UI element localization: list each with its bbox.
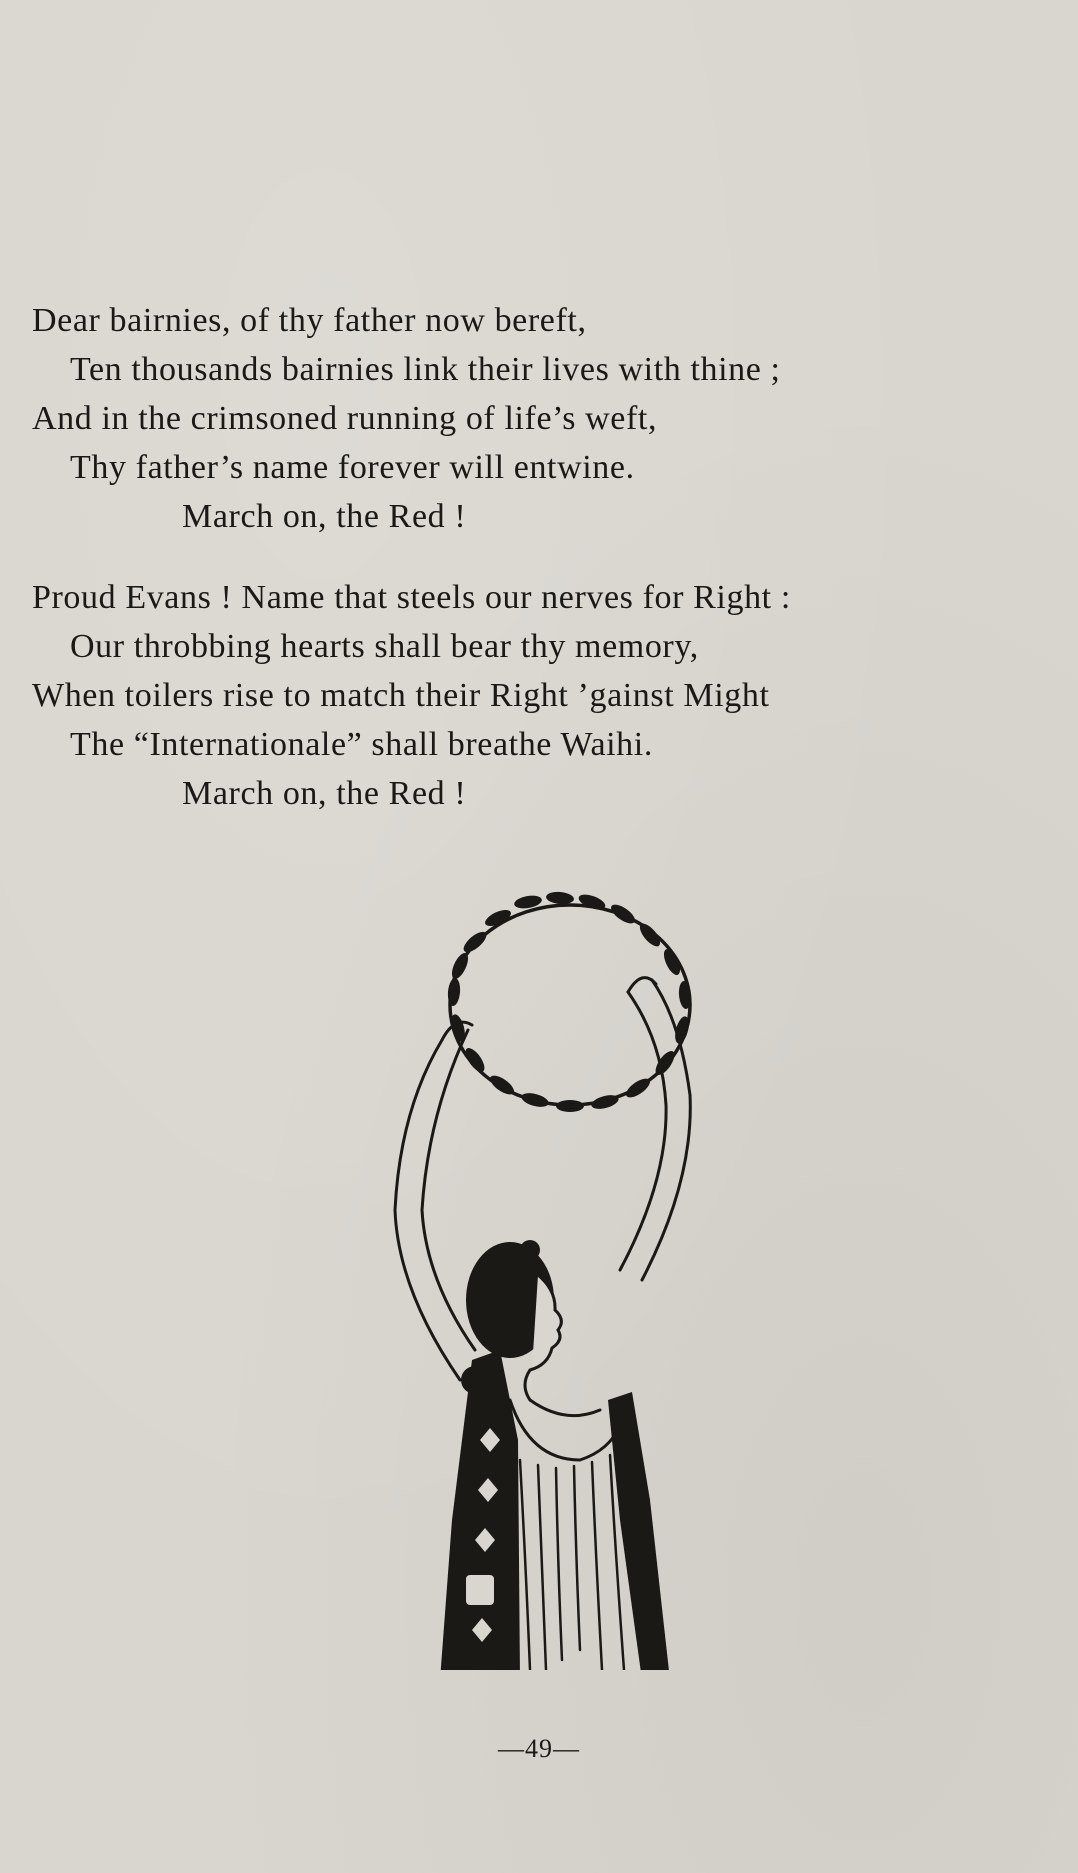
woman-raising-laurel-wreath-illustration [380,880,720,1670]
poem-refrain: March on, the Red ! [182,498,467,535]
poem [32,296,1052,818]
stanza-2 [32,573,1052,818]
poem-line: Dear bairnies, of thy father now bereft, [32,302,587,339]
laurel-leaves [447,891,692,1112]
poem-line: Proud Evans ! Name that steels our nerves for Right : [32,579,791,616]
left-arm-outer [395,1040,460,1380]
poem-line: And in the crimsoned running of life’s weft, [32,400,658,437]
poem-line: Ten thousands bairnies link their lives with thine ; [70,351,781,388]
poem-line: The “Internationale” shall breathe Waihi. [70,726,653,763]
poem-line: Our throbbing hearts shall bear thy memory, [70,628,699,665]
gown-folds [520,1455,624,1670]
shawl-right [608,1392,670,1670]
stanza-1 [32,296,1052,541]
poem-line: Thy father’s name forever will entwine. [70,449,635,486]
page-number: —49— [498,1734,580,1763]
poem-refrain: March on, the Red ! [182,775,467,812]
poem-line: When toilers rise to match their Right ’gainst Might [32,677,770,714]
